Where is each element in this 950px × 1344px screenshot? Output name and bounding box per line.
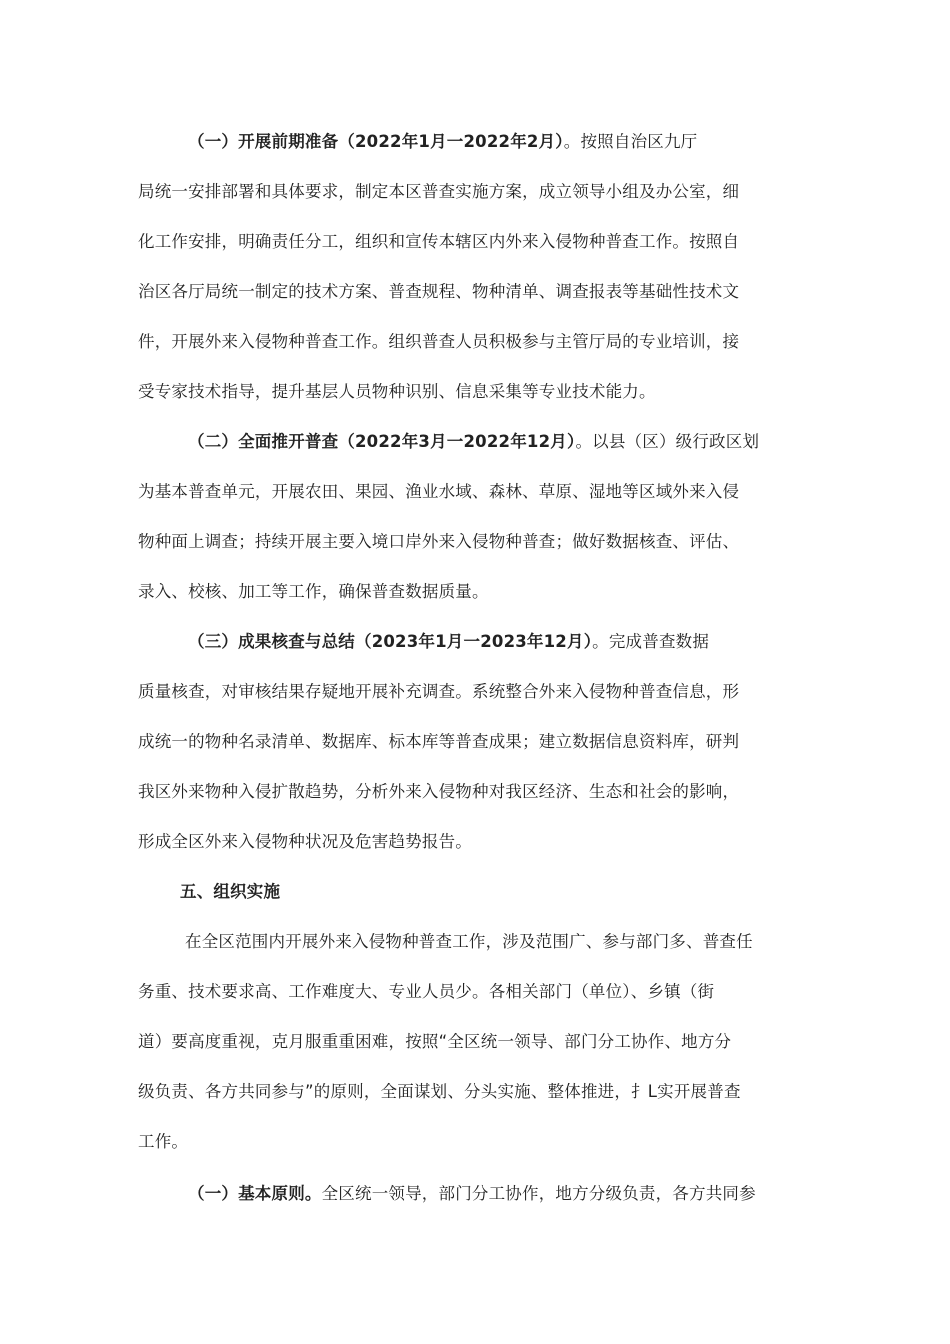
paragraph-4-line-2: 务重、技术要求高、工作难度大、专业人员少。各相关部门（单位）、乡镇（街 bbox=[138, 982, 715, 1001]
paragraph-3-line-2: 质量核查，对审核结果存疑地开展补充调查。系统整合外来入侵物种普查信息，形 bbox=[138, 682, 740, 701]
paragraph-4-line-1: 在全区范围内开展外来入侵物种普查工作，涉及范围广、参与部门多、普查任 bbox=[185, 932, 753, 951]
paragraph-3-heading: （三）成果核查与总结（2023年1月一2023年12月） bbox=[188, 632, 593, 651]
paragraph-2-text: 。以县（区）级行政区划 bbox=[575, 432, 760, 451]
paragraph-4-line-3: 道）要高度重视，克月服重重困难，按照“全区统一领导、部门分工协作、地方分 bbox=[138, 1032, 732, 1051]
paragraph-2-line-4: 录入、校核、加工等工作，确保普查数据质量。 bbox=[138, 582, 489, 601]
paragraph-3-line-3: 成统一的物种名录清单、数据库、标本库等普查成果；建立数据信息资料库，研判 bbox=[138, 732, 740, 751]
paragraph-2-line-2: 为基本普查单元，开展农田、果园、渔业水域、森林、草原、湿地等区域外来入侵 bbox=[138, 482, 740, 501]
paragraph-5-line-1 bbox=[188, 1183, 868, 1205]
section-5-title: 五、组织实施 bbox=[180, 882, 281, 901]
paragraph-1-heading: （一）开展前期准备（2022年1月一2022年2月） bbox=[188, 132, 564, 151]
paragraph-2-line-3: 物种面上调查；持续开展主要入境口岸外来入侵物种普查；做好数据核查、评估、 bbox=[138, 532, 740, 551]
paragraph-1-line-3: 化工作安排，明确责任分工，组织和宣传本辖区内外来入侵物种普查工作。按照自 bbox=[138, 232, 740, 251]
paragraph-1-line-2: 局统一安排部署和具体要求，制定本区普查实施方案，成立领导小组及办公室，细 bbox=[138, 182, 740, 201]
paragraph-2-heading: （二）全面推开普查（2022年3月一2022年12月） bbox=[188, 432, 576, 451]
paragraph-1-line-5: 件，开展外来入侵物种普查工作。组织普查人员积极参与主管厅局的专业培训，接 bbox=[138, 332, 740, 351]
paragraph-4-line-4: 级负责、各方共同参与”的原则，全面谋划、分头实施、整体推进，扌L实开展普查 bbox=[138, 1082, 741, 1101]
paragraph-3-line-5: 形成全区外来入侵物种状况及危害趋势报告。 bbox=[138, 832, 472, 851]
paragraph-5-text: 全区统一领导，部门分工协作，地方分级负责，各方共同参 bbox=[321, 1184, 756, 1203]
paragraph-3-line-1 bbox=[188, 631, 868, 653]
paragraph-2-line-1 bbox=[188, 431, 868, 453]
paragraph-3-line-4: 我区外来物种入侵扩散趋势，分析外来入侵物种对我区经济、生态和社会的影响， bbox=[138, 782, 740, 801]
paragraph-1-line-1 bbox=[188, 131, 868, 153]
paragraph-1-line-4: 治区各厅局统一制定的技术方案、普查规程、物种清单、调查报表等基础性技术文 bbox=[138, 282, 740, 301]
paragraph-1-text: 。按照自治区九厅 bbox=[563, 132, 698, 151]
paragraph-4-line-5: 工作。 bbox=[138, 1132, 189, 1151]
paragraph-5-heading: （一）基本原则。 bbox=[188, 1184, 322, 1203]
paragraph-1-line-6: 受专家技术指导，提升基层人员物种识别、信息采集等专业技术能力。 bbox=[138, 382, 656, 401]
paragraph-3-text: 。完成普查数据 bbox=[592, 632, 710, 651]
